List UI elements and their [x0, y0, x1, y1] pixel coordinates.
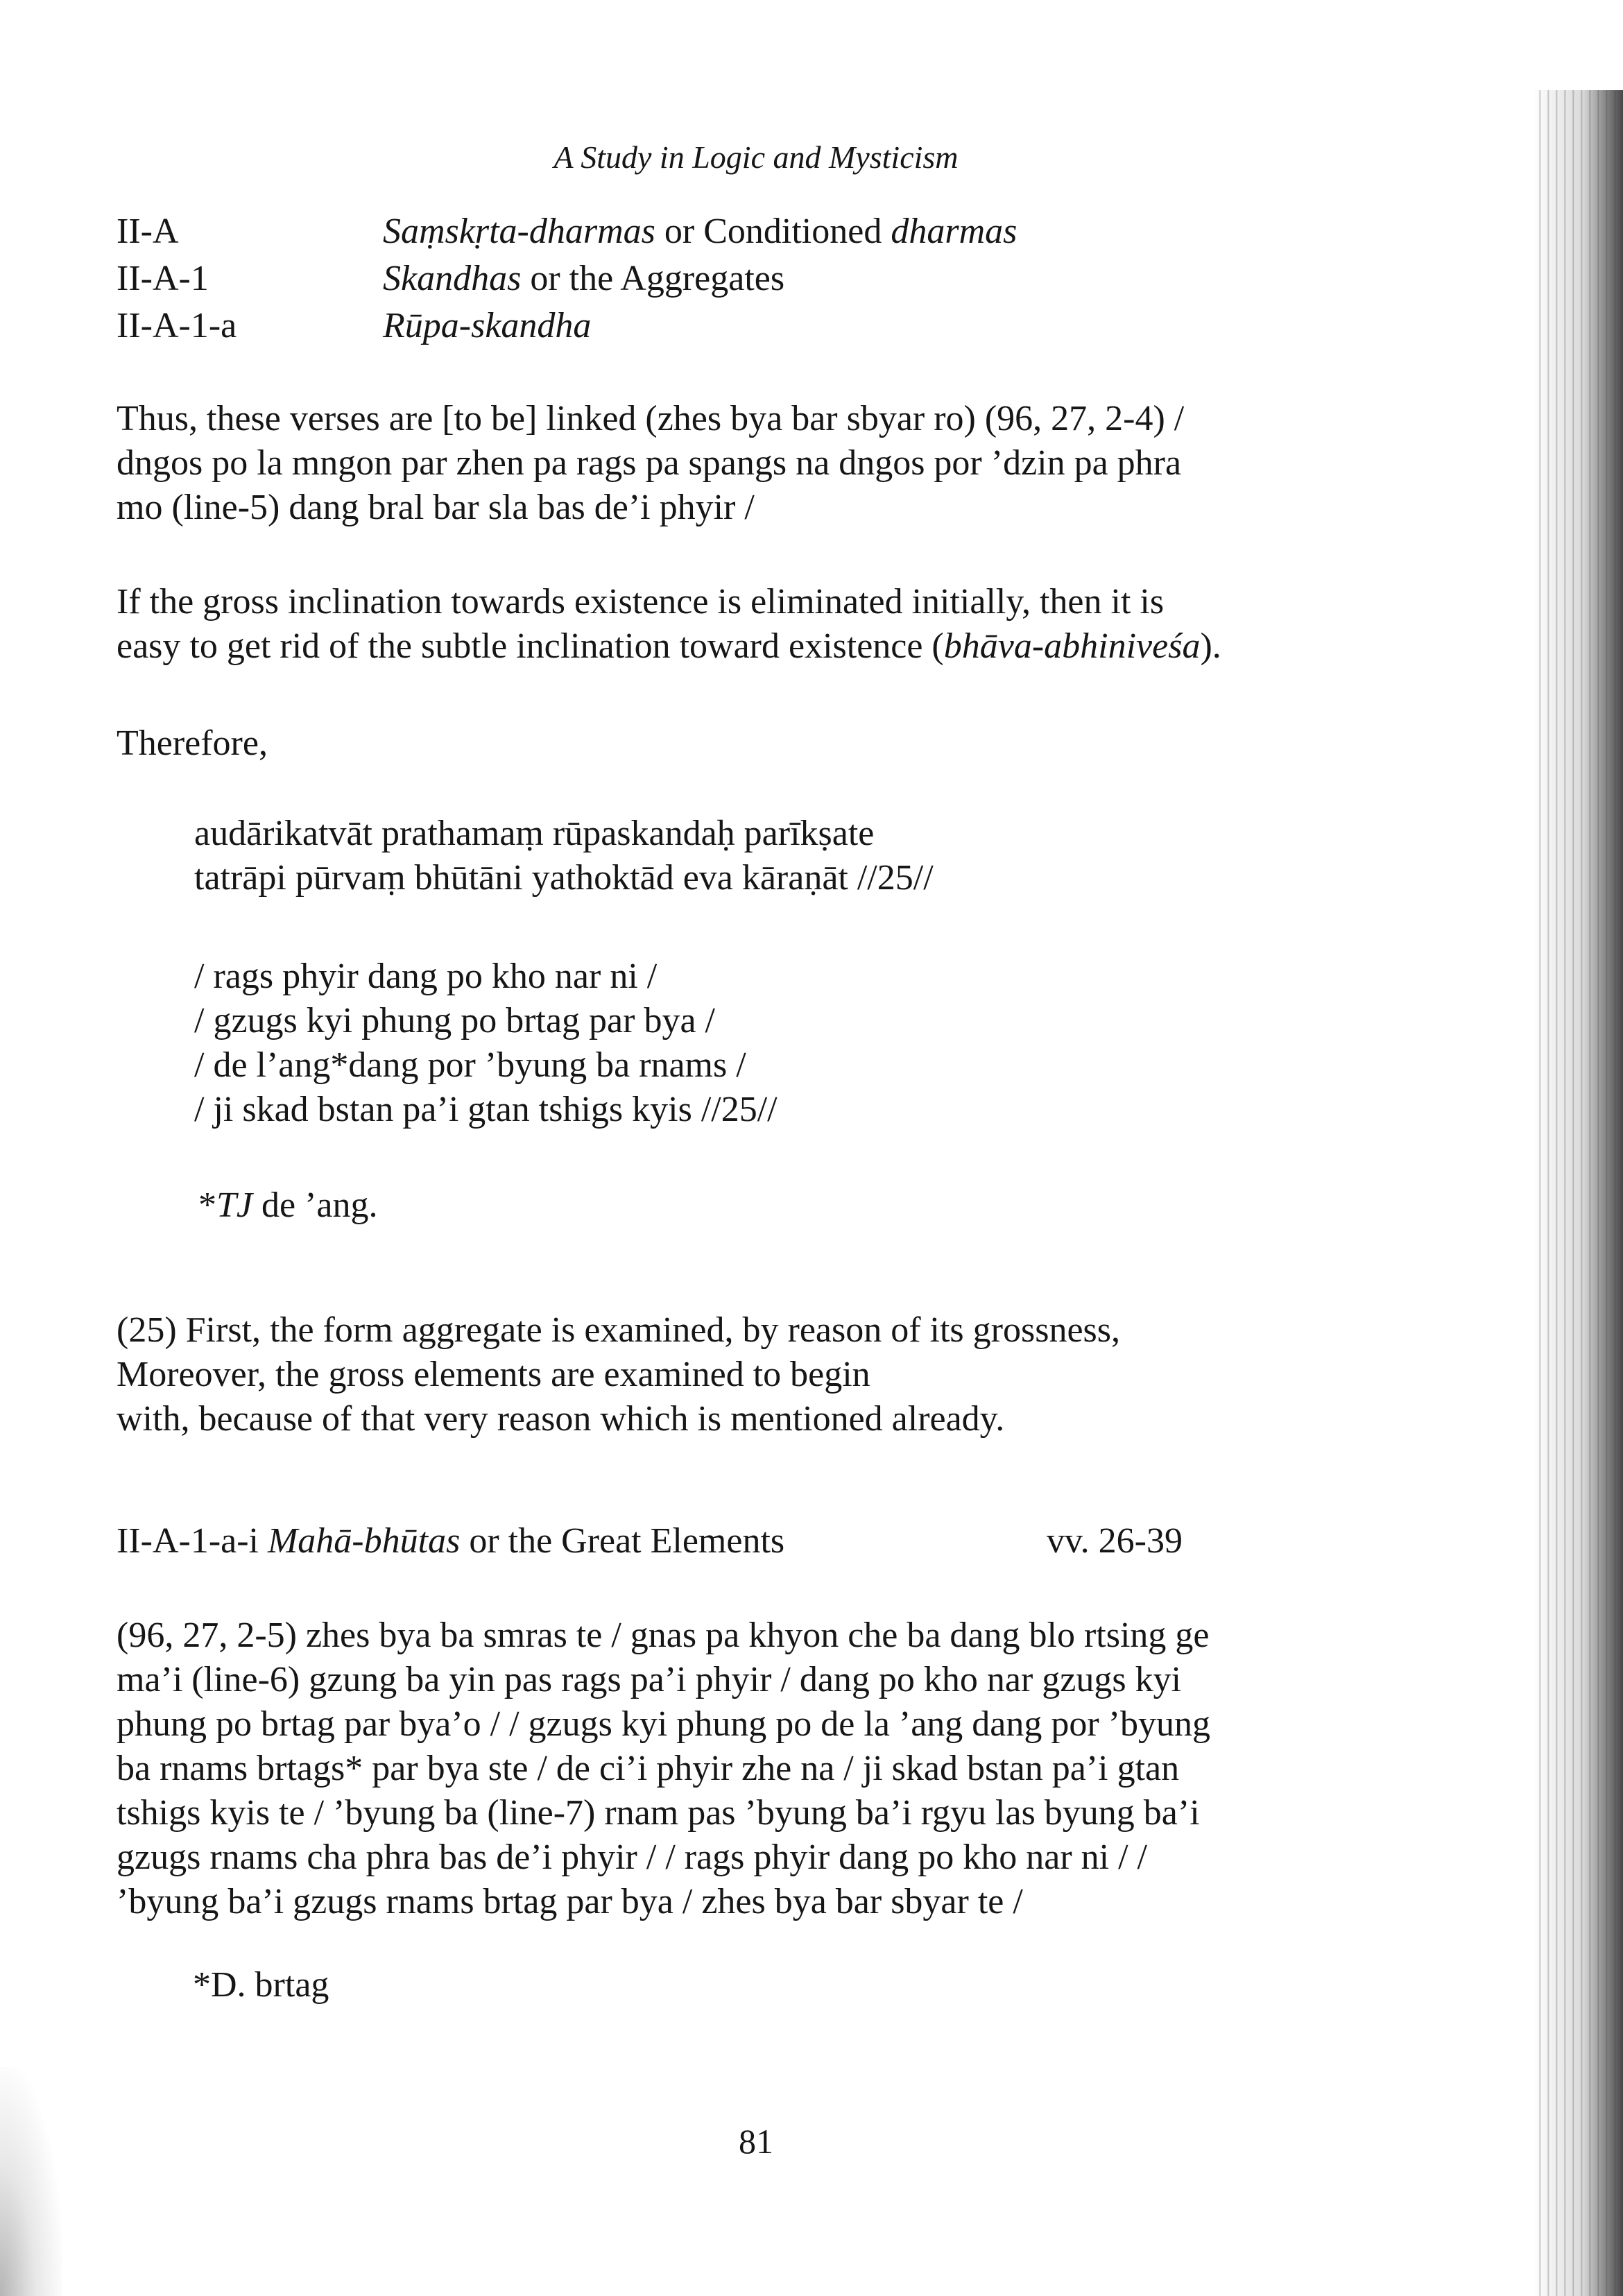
scan-corner-speckle	[0, 2067, 62, 2296]
text-line: Thus, these verses are [to be] linked (zhes bya bar sbyar ro) (96, 27, 2-4) /	[117, 399, 1185, 438]
outline-title: Saṃskṛta-dharmas or Conditioned dharmas	[383, 212, 1017, 251]
verse-line: tatrāpi pūrvaṃ bhūtāni yathoktād eva kāraṇāt //25//	[194, 858, 934, 898]
verse-line: / de l’ang*dang por ’byung ba rnams /	[194, 1045, 746, 1085]
outline-code: II-A-1	[117, 259, 209, 298]
text-line: (96, 27, 2-5) zhes bya ba smras te / gnas pa khyon che ba dang blo rtsing ge	[117, 1616, 1210, 1655]
commentary-paragraph	[117, 1613, 1393, 1924]
text-line: with, because of that very reason which is mentioned already.	[117, 1399, 1005, 1439]
translation-paragraph	[117, 1308, 1393, 1441]
therefore-line: Therefore,	[117, 723, 268, 763]
outline-code: II-A-1-a	[117, 306, 237, 345]
page-edge-shadow	[1533, 90, 1623, 2296]
sanskrit-verse	[194, 812, 934, 900]
verse-line: audārikatvāt prathamaṃ rūpaskandaḥ parīkṣate	[194, 814, 875, 853]
verse-range: vv. 26-39	[1047, 1521, 1183, 1561]
outline-list	[117, 208, 1017, 350]
text-line: ma’i (line-6) gzung ba yin pas rags pa’i phyir / dang po kho nar gzugs kyi	[117, 1660, 1182, 1699]
text-line: ba rnams brtags* par bya ste / de ci’i phyir zhe na / ji skad bstan pa’i gtan	[117, 1749, 1180, 1788]
outline-code: II-A	[117, 212, 179, 251]
running-head: A Study in Logic and Mysticism	[553, 139, 959, 175]
section-heading: II-A-1-a-i Mahā-bhūtas or the Great Elements vv. 26-39	[117, 1519, 784, 1563]
outline-row	[117, 208, 1017, 255]
outline-row	[117, 302, 1017, 350]
footnote-tj: *TJ de ’ang.	[198, 1185, 378, 1225]
outline-title: Rūpa-skandha	[383, 306, 592, 345]
tibetan-verse	[194, 954, 778, 1132]
text-line: If the gross inclination towards existence is eliminated initially, then it is	[117, 582, 1165, 622]
verse-line: / rags phyir dang po kho nar ni /	[194, 957, 658, 996]
text-line: phung po brtag par bya’o / / gzugs kyi phung po de la ’ang dang por ’byung	[117, 1704, 1211, 1744]
footnote-d: *D. brtag	[193, 1965, 329, 2005]
text-line: gzugs rnams cha phra bas de’i phyir / / rags phyir dang po kho nar ni / /	[117, 1837, 1147, 1877]
text-line: mo (line-5) dang bral bar sla bas de’i phyir /	[117, 488, 755, 527]
linking-paragraph	[117, 397, 1393, 530]
outline-title: Skandhas or the Aggregates	[383, 259, 785, 298]
verse-line: / gzugs kyi phung po brtag par bya /	[194, 1001, 715, 1040]
text-line: dngos po la mngon par zhen pa rags pa spangs na dngos por ’dzin pa phra	[117, 443, 1182, 483]
text-line: tshigs kyis te / ’byung ba (line-7) rnam pas ’byung ba’i rgyu las byung ba’i	[117, 1793, 1200, 1833]
page-number: 81	[739, 2122, 773, 2161]
verse-line: / ji skad bstan pa’i gtan tshigs kyis //25//	[194, 1090, 778, 1129]
inclination-paragraph	[117, 580, 1393, 669]
outline-row	[117, 255, 1017, 302]
text-line: Moreover, the gross elements are examined to begin	[117, 1355, 870, 1394]
text-line: ’byung ba’i gzugs rnams brtag par bya / zhes bya bar sbyar te /	[117, 1882, 1023, 1921]
text-line: (25) First, the form aggregate is examined, by reason of its grossness,	[117, 1310, 1121, 1350]
text-line: easy to get rid of the subtle inclination toward existence (bhāva-abhiniveśa).	[117, 626, 1221, 666]
